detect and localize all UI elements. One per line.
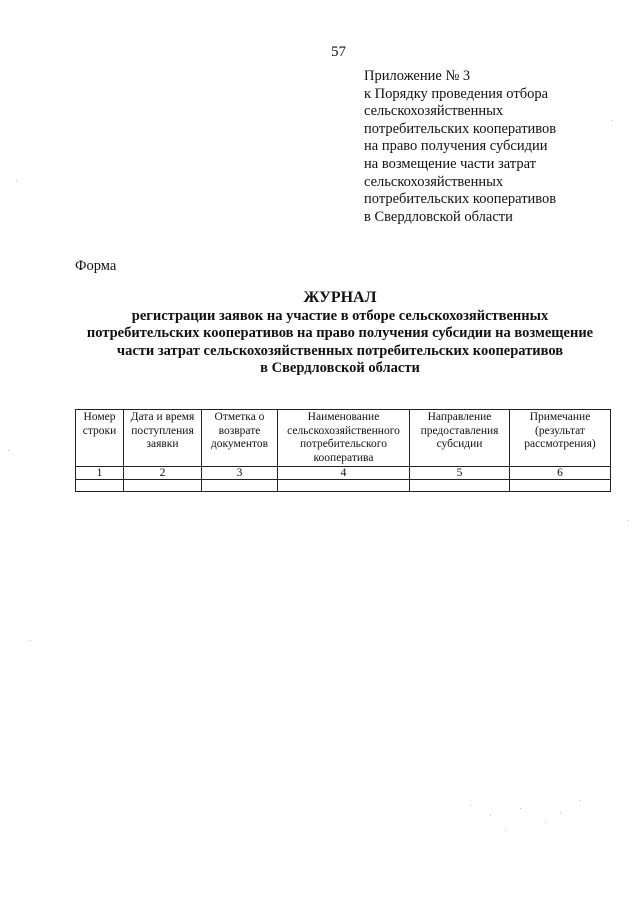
column-number: 4 (278, 467, 410, 480)
empty-cell (76, 480, 124, 492)
appendix-line: в Свердловской области (364, 208, 513, 225)
title-line: части затрат сельскохозяйственных потребительских кооперативов (116, 342, 564, 359)
empty-cell (202, 480, 278, 492)
document-title (40, 289, 640, 378)
appendix-line: к Порядку проведения отбора (364, 85, 549, 102)
appendix-line: потребительских кооперативов (364, 191, 557, 208)
empty-cell (124, 480, 202, 492)
header-note: Примечание (результат рассмотрения) (510, 410, 611, 467)
column-number: 3 (202, 467, 278, 480)
title-line: регистрации заявок на участие в отборе сельскохозяйственных (131, 307, 549, 324)
table-header-row (76, 410, 611, 467)
title-heading: ЖУРНАЛ (303, 289, 377, 306)
empty-cell (410, 480, 510, 492)
page-number: 57 (331, 44, 346, 60)
appendix-line: Приложение № 3 (364, 68, 471, 84)
appendix-block (364, 68, 556, 226)
column-number: 6 (510, 467, 611, 480)
appendix-line: сельскохозяйственных (364, 103, 504, 120)
table-row-empty (76, 480, 611, 492)
header-row-number: Номер строки (76, 410, 124, 467)
appendix-line: сельскохозяйственных (364, 173, 504, 190)
header-subsidy-direction: Направление предоставления субсидии (410, 410, 510, 467)
journal-table (75, 409, 611, 492)
column-number: 2 (124, 467, 202, 480)
header-cooperative-name: Наименование сельскохозяйственного потребительского кооператива (278, 410, 410, 467)
form-label: Форма (75, 258, 117, 274)
column-number: 5 (410, 467, 510, 480)
title-line: потребительских кооперативов на право получения субсидии на возмещение (86, 325, 594, 341)
empty-cell (510, 480, 611, 492)
appendix-line: потребительских кооперативов (364, 120, 557, 137)
column-number: 1 (76, 467, 124, 480)
appendix-line: на право получения субсидии (364, 138, 548, 155)
header-return-mark: Отметка о возврате документов (202, 410, 278, 467)
header-datetime: Дата и время поступления заявки (124, 410, 202, 467)
empty-cell (278, 480, 410, 492)
title-line: в Свердловской области (260, 360, 420, 376)
appendix-line: на возмещение части затрат (364, 155, 536, 172)
table-row-numbers (76, 467, 611, 480)
